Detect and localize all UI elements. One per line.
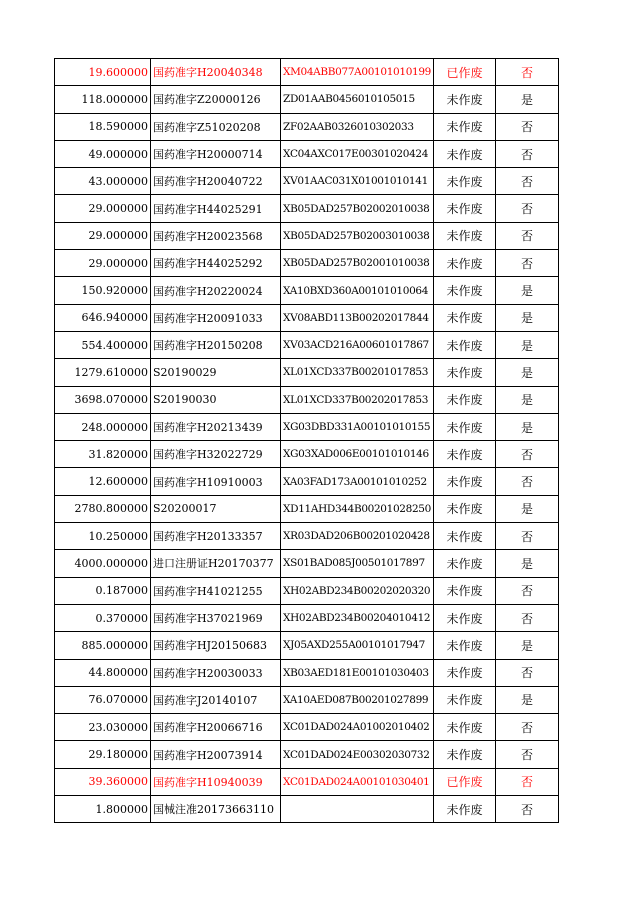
approval-number-cell: 国药准字H10910003 xyxy=(151,468,281,495)
approval-number-cell: 国药准字H20000714 xyxy=(151,140,281,167)
approval-number-cell: 国药准字H20091033 xyxy=(151,304,281,331)
void-status-cell: 未作废 xyxy=(434,741,496,768)
amount-cell: 29.000000 xyxy=(55,222,151,249)
amount-cell: 0.370000 xyxy=(55,604,151,631)
approval-number-cell: 国药准字H10940039 xyxy=(151,768,281,795)
approval-number-cell: 国药准字H41021255 xyxy=(151,577,281,604)
void-status-cell: 未作废 xyxy=(434,796,496,823)
data-table xyxy=(54,58,559,823)
drug-code-cell: XG03DBD331A00101010155 xyxy=(281,413,434,440)
approval-number-cell: 国药准字Z51020208 xyxy=(151,113,281,140)
amount-cell: 3698.070000 xyxy=(55,386,151,413)
approval-number-cell: 国药准字H20220024 xyxy=(151,277,281,304)
yes-no-flag-cell: 否 xyxy=(496,168,559,195)
yes-no-flag-cell: 否 xyxy=(496,796,559,823)
drug-code-cell: ZD01AAB0456010105015 xyxy=(281,86,434,113)
drug-code-cell: XH02ABD234B00202020320 xyxy=(281,577,434,604)
approval-number-cell: 国药准字H20040722 xyxy=(151,168,281,195)
drug-code-cell: ZF02AAB0326010302033 xyxy=(281,113,434,140)
void-status-cell: 未作废 xyxy=(434,277,496,304)
drug-code-cell: XV03ACD216A00601017867 xyxy=(281,331,434,358)
amount-cell: 76.070000 xyxy=(55,686,151,713)
yes-no-flag-cell: 否 xyxy=(496,250,559,277)
void-status-cell: 未作废 xyxy=(434,222,496,249)
amount-cell: 248.000000 xyxy=(55,413,151,440)
table-row xyxy=(55,359,559,386)
yes-no-flag-cell: 否 xyxy=(496,441,559,468)
approval-number-cell: 国药准字HJ20150683 xyxy=(151,632,281,659)
drug-code-cell: XB05DAD257B02001010038 xyxy=(281,250,434,277)
approval-number-cell: 国药准字H20023568 xyxy=(151,222,281,249)
drug-code-cell: XA10BXD360A00101010064 xyxy=(281,277,434,304)
approval-number-cell: 国药准字H20213439 xyxy=(151,413,281,440)
drug-code-cell: XC01DAD024A01002010402 xyxy=(281,714,434,741)
table-row xyxy=(55,741,559,768)
void-status-cell: 未作废 xyxy=(434,195,496,222)
yes-no-flag-cell: 否 xyxy=(496,741,559,768)
table-row xyxy=(55,495,559,522)
void-status-cell: 未作废 xyxy=(434,359,496,386)
approval-number-cell: S20200017 xyxy=(151,495,281,522)
amount-cell: 0.187000 xyxy=(55,577,151,604)
void-status-cell: 未作废 xyxy=(434,550,496,577)
void-status-cell: 未作废 xyxy=(434,495,496,522)
approval-number-cell: 国药准字H32022729 xyxy=(151,441,281,468)
drug-code-cell: XC01DAD024A00101030401 xyxy=(281,768,434,795)
amount-cell: 19.600000 xyxy=(55,59,151,86)
yes-no-flag-cell: 是 xyxy=(496,386,559,413)
void-status-cell: 未作废 xyxy=(434,86,496,113)
void-status-cell: 未作废 xyxy=(434,386,496,413)
amount-cell: 18.590000 xyxy=(55,113,151,140)
table-row xyxy=(55,604,559,631)
yes-no-flag-cell: 否 xyxy=(496,59,559,86)
table-row xyxy=(55,304,559,331)
amount-cell: 12.600000 xyxy=(55,468,151,495)
void-status-cell: 未作废 xyxy=(434,468,496,495)
table-row xyxy=(55,222,559,249)
table-row xyxy=(55,250,559,277)
yes-no-flag-cell: 是 xyxy=(496,86,559,113)
table-row xyxy=(55,86,559,113)
yes-no-flag-cell: 否 xyxy=(496,140,559,167)
approval-number-cell: 国械注准20173663110 xyxy=(151,796,281,823)
table-row xyxy=(55,768,559,795)
amount-cell: 118.000000 xyxy=(55,86,151,113)
drug-code-cell: XG03XAD006E00101010146 xyxy=(281,441,434,468)
table-row xyxy=(55,59,559,86)
amount-cell: 43.000000 xyxy=(55,168,151,195)
void-status-cell: 未作废 xyxy=(434,714,496,741)
yes-no-flag-cell: 否 xyxy=(496,604,559,631)
drug-code-cell: XL01XCD337B00201017853 xyxy=(281,359,434,386)
amount-cell: 646.940000 xyxy=(55,304,151,331)
void-status-cell: 未作废 xyxy=(434,168,496,195)
drug-code-cell xyxy=(281,796,434,823)
yes-no-flag-cell: 是 xyxy=(496,495,559,522)
drug-code-cell: XC04AXC017E00301020424 xyxy=(281,140,434,167)
void-status-cell: 未作废 xyxy=(434,577,496,604)
drug-code-cell: XB05DAD257B02002010038 xyxy=(281,195,434,222)
yes-no-flag-cell: 否 xyxy=(496,714,559,741)
drug-code-cell: XS01BAD085J00501017897 xyxy=(281,550,434,577)
amount-cell: 4000.000000 xyxy=(55,550,151,577)
void-status-cell: 未作废 xyxy=(434,304,496,331)
yes-no-flag-cell: 是 xyxy=(496,686,559,713)
drug-code-cell: XV08ABD113B00202017844 xyxy=(281,304,434,331)
drug-code-cell: XJ05AXD255A00101017947 xyxy=(281,632,434,659)
amount-cell: 554.400000 xyxy=(55,331,151,358)
yes-no-flag-cell: 否 xyxy=(496,113,559,140)
yes-no-flag-cell: 否 xyxy=(496,523,559,550)
yes-no-flag-cell: 否 xyxy=(496,195,559,222)
amount-cell: 1279.610000 xyxy=(55,359,151,386)
drug-code-cell: XA03FAD173A00101010252 xyxy=(281,468,434,495)
amount-cell: 39.360000 xyxy=(55,768,151,795)
yes-no-flag-cell: 是 xyxy=(496,331,559,358)
approval-number-cell: 国药准字H20040348 xyxy=(151,59,281,86)
void-status-cell: 已作废 xyxy=(434,59,496,86)
amount-cell: 1.800000 xyxy=(55,796,151,823)
approval-number-cell: 国药准字H20066716 xyxy=(151,714,281,741)
table-row xyxy=(55,632,559,659)
drug-code-cell: XH02ABD234B00204010412 xyxy=(281,604,434,631)
table-row xyxy=(55,277,559,304)
table-row xyxy=(55,413,559,440)
table-row xyxy=(55,113,559,140)
void-status-cell: 未作废 xyxy=(434,140,496,167)
amount-cell: 2780.800000 xyxy=(55,495,151,522)
table-row xyxy=(55,523,559,550)
drug-code-cell: XD11AHD344B00201028250 xyxy=(281,495,434,522)
table-body xyxy=(55,59,559,823)
drug-code-cell: XB05DAD257B02003010038 xyxy=(281,222,434,249)
approval-number-cell: 国药准字H20030033 xyxy=(151,659,281,686)
amount-cell: 29.000000 xyxy=(55,195,151,222)
table-row xyxy=(55,195,559,222)
amount-cell: 885.000000 xyxy=(55,632,151,659)
table-row xyxy=(55,686,559,713)
void-status-cell: 未作废 xyxy=(434,632,496,659)
table-row xyxy=(55,140,559,167)
table-row xyxy=(55,659,559,686)
void-status-cell: 未作废 xyxy=(434,686,496,713)
amount-cell: 49.000000 xyxy=(55,140,151,167)
amount-cell: 31.820000 xyxy=(55,441,151,468)
amount-cell: 23.030000 xyxy=(55,714,151,741)
void-status-cell: 已作废 xyxy=(434,768,496,795)
yes-no-flag-cell: 是 xyxy=(496,550,559,577)
amount-cell: 44.800000 xyxy=(55,659,151,686)
amount-cell: 150.920000 xyxy=(55,277,151,304)
approval-number-cell: 国药准字Z20000126 xyxy=(151,86,281,113)
void-status-cell: 未作废 xyxy=(434,331,496,358)
table-row xyxy=(55,468,559,495)
approval-number-cell: S20190029 xyxy=(151,359,281,386)
yes-no-flag-cell: 是 xyxy=(496,304,559,331)
table-row xyxy=(55,796,559,823)
void-status-cell: 未作废 xyxy=(434,523,496,550)
void-status-cell: 未作废 xyxy=(434,659,496,686)
table-row xyxy=(55,577,559,604)
yes-no-flag-cell: 是 xyxy=(496,359,559,386)
drug-code-cell: XB03AED181E00101030403 xyxy=(281,659,434,686)
drug-code-cell: XR03DAD206B00201020428 xyxy=(281,523,434,550)
approval-number-cell: 国药准字H20073914 xyxy=(151,741,281,768)
approval-number-cell: 国药准字H20133357 xyxy=(151,523,281,550)
table-row xyxy=(55,550,559,577)
void-status-cell: 未作废 xyxy=(434,441,496,468)
yes-no-flag-cell: 否 xyxy=(496,468,559,495)
drug-code-cell: XL01XCD337B00202017853 xyxy=(281,386,434,413)
yes-no-flag-cell: 是 xyxy=(496,632,559,659)
yes-no-flag-cell: 否 xyxy=(496,659,559,686)
drug-code-cell: XM04ABB077A00101010199 xyxy=(281,59,434,86)
yes-no-flag-cell: 是 xyxy=(496,413,559,440)
approval-number-cell: 国药准字H37021969 xyxy=(151,604,281,631)
approval-number-cell: 国药准字H20150208 xyxy=(151,331,281,358)
amount-cell: 10.250000 xyxy=(55,523,151,550)
drug-code-cell: XV01AAC031X01001010141 xyxy=(281,168,434,195)
amount-cell: 29.000000 xyxy=(55,250,151,277)
void-status-cell: 未作废 xyxy=(434,604,496,631)
approval-number-cell: 进口注册证H20170377 xyxy=(151,550,281,577)
approval-number-cell: S20190030 xyxy=(151,386,281,413)
yes-no-flag-cell: 是 xyxy=(496,277,559,304)
yes-no-flag-cell: 否 xyxy=(496,768,559,795)
approval-number-cell: 国药准字J20140107 xyxy=(151,686,281,713)
table-row xyxy=(55,714,559,741)
drug-code-cell: XC01DAD024E00302030732 xyxy=(281,741,434,768)
table-row xyxy=(55,441,559,468)
void-status-cell: 未作废 xyxy=(434,113,496,140)
void-status-cell: 未作废 xyxy=(434,250,496,277)
table-row xyxy=(55,168,559,195)
void-status-cell: 未作废 xyxy=(434,413,496,440)
yes-no-flag-cell: 否 xyxy=(496,577,559,604)
drug-code-cell: XA10AED087B00201027899 xyxy=(281,686,434,713)
approval-number-cell: 国药准字H44025292 xyxy=(151,250,281,277)
table-row xyxy=(55,331,559,358)
yes-no-flag-cell: 否 xyxy=(496,222,559,249)
table-row xyxy=(55,386,559,413)
approval-number-cell: 国药准字H44025291 xyxy=(151,195,281,222)
amount-cell: 29.180000 xyxy=(55,741,151,768)
